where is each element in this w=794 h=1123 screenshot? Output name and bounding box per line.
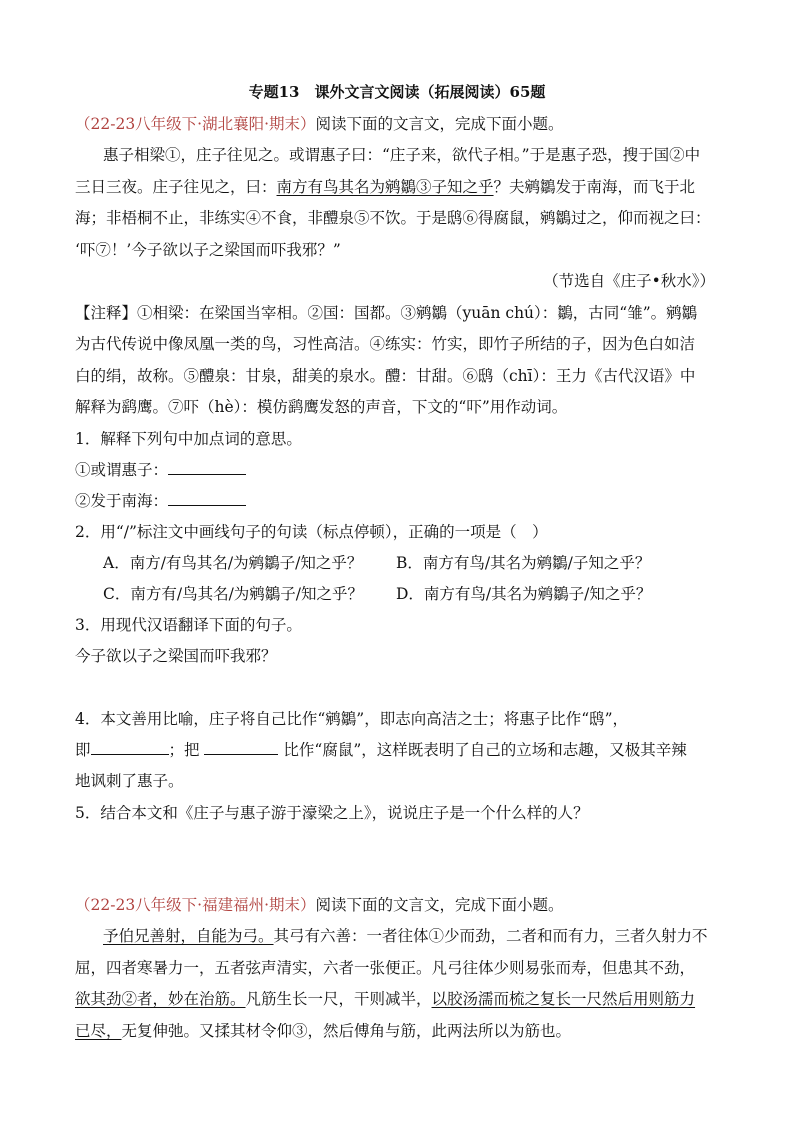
question-5: 5．结合本文和《庄子与惠子游于濠梁之上》，说说庄子是一个什么样的人？ (75, 804, 589, 822)
passage1-source: （22-23八年级下·湖北襄阳·期末） (75, 115, 316, 133)
answer-blank[interactable] (91, 740, 169, 755)
notes-line: 为古代传说中像凤凰一类的鸟，习性高洁。④练实：竹实，即竹子所结的子，因为色白如洁 (75, 335, 696, 353)
passage1-line: 三日三夜。庄子往见之，曰：南方有鸟其名为鹓鶵③子知之乎？夫鹓鶵发于南海，而飞于北 (75, 178, 696, 196)
question-2: 2．用“/”标注文中画线句子的句读（标点停顿），正确的一项是（ ） (75, 523, 548, 541)
underlined-sentence: 南方有鸟其名为鹓鶵③子知之乎 (276, 178, 494, 196)
question-1b: ②发于南海： (75, 491, 725, 511)
passage1-citation: （节选自《庄子•秋水》） (543, 272, 715, 290)
page-title: 专题13 课外文言文阅读（拓展阅读）65题 (248, 83, 546, 101)
passage2-header (75, 895, 725, 915)
notes-line: 白的绢，故称。⑤醴泉：甘泉，甜美的泉水。醴：甘甜。⑥鸱（chī）：王力《古代汉语》中 (75, 367, 696, 385)
passage1-line: 海；非梧桐不止，非练实④不食，非醴泉⑤不饮。于是鸱⑥得腐鼠，鹓鶵过之，仰而视之曰： (75, 209, 711, 227)
passage1-line: ‘吓⑦！’今子欲以子之梁国而吓我邪？” (75, 241, 341, 259)
notes-line: 解释为鹞鹰。⑦吓（hè）：模仿鹞鹰发怒的声音，下文的“吓”用作动词。 (75, 398, 568, 416)
underlined-sentence: 予伯兄善射，自能为弓。 (103, 927, 274, 945)
question-4-blanks: 即 ；把 比作“腐鼠”，这样既表明了自己的立场和志趣，又极其辛辣 (75, 741, 687, 759)
passage1-header (75, 114, 725, 134)
option-d[interactable]: D．南方有鸟/其名为鹓鶵子/知之乎？ (396, 585, 652, 603)
option-a[interactable]: A．南方/有鸟其名/为鹓鶵子/知之乎？ (103, 554, 363, 572)
option-c[interactable]: C．南方有/鸟其名/为鹓鶵子/知之乎？ (103, 585, 364, 603)
underlined-sentence: 欲其劲②者，妙在治筋。 (75, 990, 246, 1008)
underlined-sentence: 已尽， (75, 1022, 122, 1040)
answer-blank[interactable] (168, 491, 246, 506)
passage1-instruction: 阅读下面的文言文，完成下面小题。 (315, 115, 564, 133)
passage1-line: 惠子相梁①，庄子往见之。或谓惠子曰：“庄子来，欲代子相。”于是惠子恐，搜于国②中 (103, 146, 701, 164)
passage2-line: 屈，四者寒暑力一，五者弦声清实，六者一张便正。凡弓往体少则易张而寿，但患其不劲， (75, 959, 696, 977)
question-3-sentence: 今子欲以子之梁国而吓我邪？ (75, 647, 277, 665)
passage2-line: 欲其劲②者，妙在治筋。凡筋生长一尺，干则减半，以胶汤濡而梳之复长一尺然后用则筋力 (75, 990, 696, 1008)
question-1: 1．解释下列句中加点词的意思。 (75, 430, 302, 448)
notes-line: 【注释】①相梁：在梁国当宰相。②国：国都。③鹓鶵（yuān chú）：鶵，古同“雏”。鹓鶵 (75, 304, 698, 322)
option-b[interactable]: B．南方有鸟/其名为鹓鶵/子知之乎？ (396, 554, 651, 572)
question-4: 4．本文善用比喻，庄子将自己比作“鹓鶵”，即志向高洁之士；将惠子比作“鸱”， (75, 710, 629, 728)
answer-blank[interactable] (168, 460, 246, 475)
passage2-line: 予伯兄善射，自能为弓。其弓有六善：一者往体①少而劲，二者和而有力，三者久射力不 (103, 927, 708, 945)
passage2-line: 已尽，无复伸弛。又揉其材令仰③，然后傅角与筋，此两法所以为筋也。 (75, 1022, 572, 1040)
question-4-end: 地讽刺了惠子。 (75, 772, 184, 790)
question-3: 3．用现代汉语翻译下面的句子。 (75, 616, 302, 634)
answer-blank[interactable] (204, 740, 278, 755)
passage2-instruction: 阅读下面的文言文，完成下面小题。 (315, 896, 564, 914)
underlined-sentence: 以胶汤濡而梳之复长一尺然后用则筋力 (431, 990, 696, 1008)
passage2-source: （22-23八年级下·福建福州·期末） (75, 896, 316, 914)
question-1a: ①或谓惠子： (75, 460, 725, 480)
